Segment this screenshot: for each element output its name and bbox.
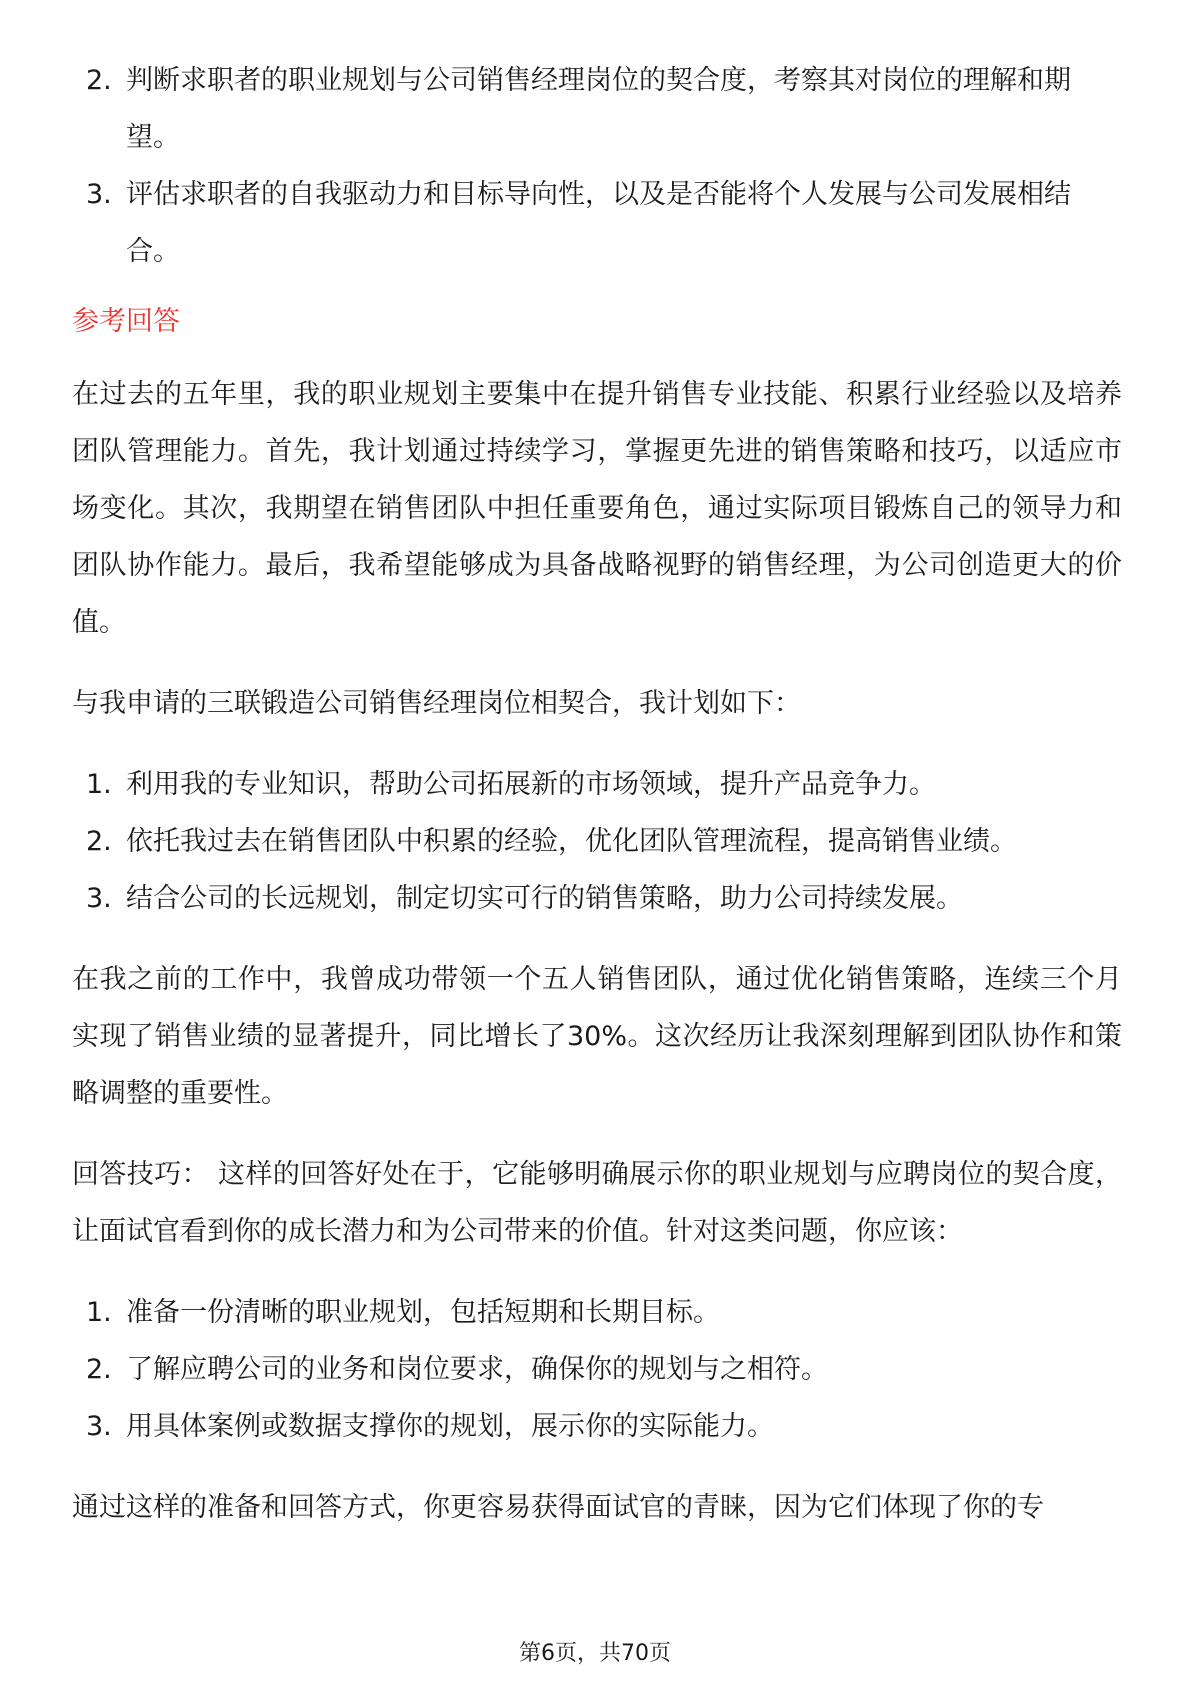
list-text: 结合公司的长远规划，制定切实可行的销售策略，助力公司持续发展。 <box>126 883 963 914</box>
list-number: 3. <box>86 179 112 210</box>
list-text: 了解应聘公司的业务和岗位要求，确保你的规划与之相符。 <box>126 1354 828 1385</box>
list-item <box>72 870 1122 927</box>
list-item <box>72 756 1122 813</box>
list-number: 2. <box>86 1354 112 1385</box>
section-title: 参考回答 <box>72 306 180 337</box>
list-text: 判断求职者的职业规划与公司销售经理岗位的契合度，考察其对岗位的理解和期望。 <box>126 65 1071 153</box>
page-number-footer: 第6页，共70页 <box>519 1641 671 1666</box>
intro-list <box>72 52 1122 280</box>
paragraph-experience: 在我之前的工作中，我曾成功带领一个五人销售团队，通过优化销售策略，连续三个月实现了销售业绩的显著提升，同比增长了30%。这次经历让我深刻理解到团队协作和策略调整的重要性。 <box>72 964 1122 1109</box>
list-text: 依托我过去在销售团队中积累的经验，优化团队管理流程，提高销售业绩。 <box>126 826 1017 857</box>
list-text: 用具体案例或数据支撑你的规划，展示你的实际能力。 <box>126 1411 774 1442</box>
list-item <box>72 1284 1122 1341</box>
plan-list <box>72 756 1122 927</box>
list-item <box>72 1398 1122 1455</box>
list-item <box>72 813 1122 870</box>
list-item <box>72 166 1122 280</box>
list-number: 2. <box>86 65 112 96</box>
document-page <box>72 52 1122 1536</box>
list-number: 1. <box>86 769 112 800</box>
tips-list <box>72 1284 1122 1455</box>
list-item <box>72 52 1122 166</box>
list-number: 1. <box>86 1297 112 1328</box>
paragraph-career-plan: 在过去的五年里，我的职业规划主要集中在提升销售专业技能、积累行业经验以及培养团队管理能力。首先，我计划通过持续学习，掌握更先进的销售策略和技巧，以适应市场变化。其次，我期望在销售团队中担任重要角色，通过实际项目锻炼自己的领导力和团队协作能力。最后，我希望能够成为具备战略视野的销售经理，为公司创造更大的价值。 <box>72 379 1122 638</box>
paragraph-conclusion: 通过这样的准备和回答方式，你更容易获得面试官的青睐，因为它们体现了你的专 <box>72 1492 1044 1523</box>
list-number: 3. <box>86 1411 112 1442</box>
list-number: 2. <box>86 826 112 857</box>
list-number: 3. <box>86 883 112 914</box>
list-text: 评估求职者的自我驱动力和目标导向性，以及是否能将个人发展与公司发展相结合。 <box>126 179 1071 267</box>
list-text: 利用我的专业知识，帮助公司拓展新的市场领域，提升产品竞争力。 <box>126 769 936 800</box>
paragraph-plan-intro: 与我申请的三联锻造公司销售经理岗位相契合，我计划如下： <box>72 688 801 719</box>
list-item <box>72 1341 1122 1398</box>
paragraph-tips: 回答技巧： 这样的回答好处在于，它能够明确展示你的职业规划与应聘岗位的契合度，让面试官看到你的成长潜力和为公司带来的价值。针对这类问题，你应该： <box>72 1159 1122 1247</box>
list-text: 准备一份清晰的职业规划，包括短期和长期目标。 <box>126 1297 720 1328</box>
